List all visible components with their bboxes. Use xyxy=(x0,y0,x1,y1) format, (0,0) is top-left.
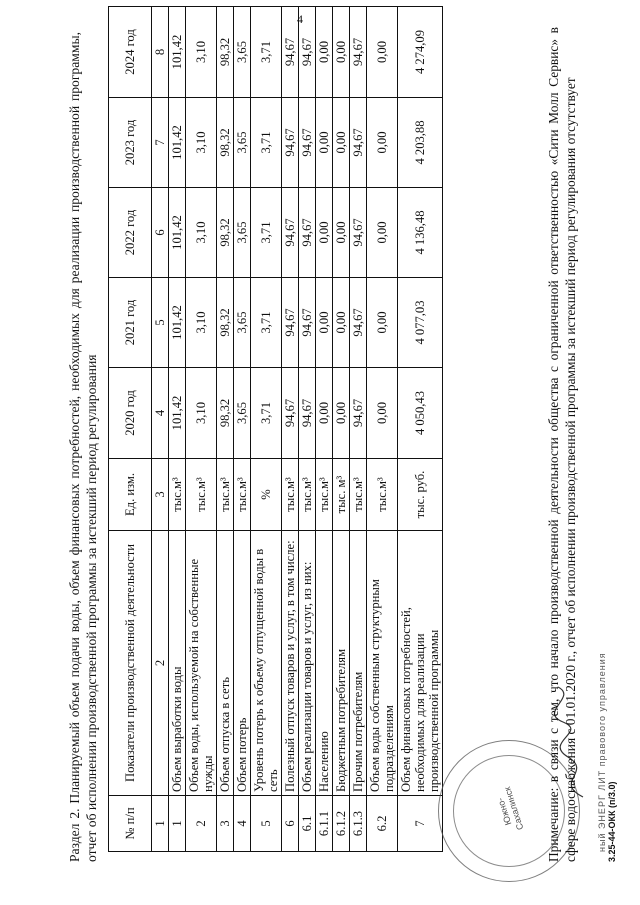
row-number-cell: 6.1.2 xyxy=(333,796,350,852)
value-cell: 0,00 xyxy=(367,98,398,188)
header-cell: 2023 год xyxy=(109,98,152,188)
unit-cell: тыс. м³ xyxy=(333,459,350,531)
indicator-cell: Уровень потерь к объему отпущенной воды в сеть xyxy=(251,531,282,796)
header-cell: 2021 год xyxy=(109,278,152,368)
row-number-cell: 6.2 xyxy=(367,796,398,852)
value-cell: 3,65 xyxy=(234,98,251,188)
value-cell: 98,32 xyxy=(217,278,234,368)
index-cell: 4 xyxy=(152,368,169,459)
value-cell: 0,00 xyxy=(333,98,350,188)
value-cell: 3,10 xyxy=(186,7,217,98)
unit-cell: тыс.м³ xyxy=(350,459,367,531)
table-row xyxy=(169,7,186,852)
value-cell: 0,00 xyxy=(316,278,333,368)
production-table xyxy=(108,7,443,852)
header-cell: Ед. изм. xyxy=(109,459,152,531)
indicator-cell: Объем воды собственным структурным подразделениям xyxy=(367,531,398,796)
indicator-cell: Объем отпуска в сеть xyxy=(217,531,234,796)
rotated-page xyxy=(0,2,640,902)
table-row xyxy=(282,7,299,852)
value-cell: 3,10 xyxy=(186,98,217,188)
value-cell: 0,00 xyxy=(367,7,398,98)
index-cell: 5 xyxy=(152,278,169,368)
table-row xyxy=(217,7,234,852)
value-cell: 0,00 xyxy=(367,188,398,278)
value-cell: 3,10 xyxy=(186,188,217,278)
value-cell: 94,67 xyxy=(282,188,299,278)
value-cell: 0,00 xyxy=(316,7,333,98)
unit-cell: тыс.м³ xyxy=(234,459,251,531)
row-number-cell: 2 xyxy=(186,796,217,852)
index-cell: 1 xyxy=(152,796,169,852)
index-cell: 8 xyxy=(152,7,169,98)
value-cell: 3,65 xyxy=(234,7,251,98)
unit-cell: тыс.м³ xyxy=(299,459,316,531)
indicator-cell: Объем финансовых потребностей, необходимых для реализации производственной программы xyxy=(398,531,443,796)
value-cell: 4 203,88 xyxy=(398,98,443,188)
table-row xyxy=(316,7,333,852)
value-cell: 3,71 xyxy=(251,278,282,368)
indicator-cell: Объем воды, используемой на собственные нужды xyxy=(186,531,217,796)
page-number: 4 xyxy=(297,12,303,26)
value-cell: 4 077,03 xyxy=(398,278,443,368)
section-heading: Раздел 2. Планируемый объем подачи воды, объем финансовых потребностей, необходимых для реализации производственной программы, отчет об исполнении производственной программы за истекший период регулирования xyxy=(67,32,99,862)
value-cell: 0,00 xyxy=(367,278,398,368)
value-cell: 94,67 xyxy=(350,278,367,368)
indicator-cell: Полезный отпуск товаров и услуг, в том числе: xyxy=(282,531,299,796)
value-cell: 94,67 xyxy=(350,368,367,459)
value-cell: 0,00 xyxy=(316,98,333,188)
value-cell: 94,67 xyxy=(282,278,299,368)
value-cell: 0,00 xyxy=(333,7,350,98)
value-cell: 3,65 xyxy=(234,278,251,368)
value-cell: 101,42 xyxy=(169,278,186,368)
value-cell: 94,67 xyxy=(299,368,316,459)
header-cell: 2020 год xyxy=(109,368,152,459)
value-cell: 3,71 xyxy=(251,98,282,188)
value-cell: 94,67 xyxy=(350,188,367,278)
value-cell: 94,67 xyxy=(282,7,299,98)
value-cell: 94,67 xyxy=(350,98,367,188)
value-cell: 101,42 xyxy=(169,98,186,188)
value-cell: 94,67 xyxy=(299,278,316,368)
value-cell: 0,00 xyxy=(316,188,333,278)
document-code: 3.25-44-ОКК (п/3.0) xyxy=(607,781,617,862)
note-text: Примечание: в связи с тем, что начало производственной деятельности общества с ограниченной ответственностью «Сити Молл Сервис» в сфере водоснабжения с 01.01.2020 г., отчет об исполнении производственной программы за истекший период регулирования отсутствует xyxy=(546,27,578,862)
value-cell: 94,67 xyxy=(299,98,316,188)
table-row xyxy=(251,7,282,852)
table-row xyxy=(234,7,251,852)
value-cell: 4 136,48 xyxy=(398,188,443,278)
indicator-cell: Населению xyxy=(316,531,333,796)
value-cell: 94,67 xyxy=(282,98,299,188)
value-cell: 98,32 xyxy=(217,98,234,188)
row-number-cell: 3 xyxy=(217,796,234,852)
value-cell: 94,67 xyxy=(299,7,316,98)
unit-cell: тыс.м³ xyxy=(186,459,217,531)
footer-strip: ный ЭНЕРГ ЛИТ правового управления xyxy=(597,652,607,852)
indicator-cell: Бюджетным потребителям xyxy=(333,531,350,796)
value-cell: 3,10 xyxy=(186,278,217,368)
header-cell: Показатели производственной деятельности xyxy=(109,531,152,796)
value-cell: 94,67 xyxy=(350,7,367,98)
row-number-cell: 7 xyxy=(398,796,443,852)
table-row xyxy=(333,7,350,852)
row-number-cell: 5 xyxy=(251,796,282,852)
value-cell: 3,71 xyxy=(251,368,282,459)
value-cell: 101,42 xyxy=(169,7,186,98)
indicator-cell: Прочим потребителям xyxy=(350,531,367,796)
value-cell: 3,65 xyxy=(234,368,251,459)
value-cell: 94,67 xyxy=(299,188,316,278)
index-cell: 6 xyxy=(152,188,169,278)
table-row xyxy=(367,7,398,852)
header-cell: 2022 год xyxy=(109,188,152,278)
index-cell: 3 xyxy=(152,459,169,531)
indicator-cell: Объем выработки воды xyxy=(169,531,186,796)
value-cell: 3,71 xyxy=(251,7,282,98)
row-number-cell: 4 xyxy=(234,796,251,852)
value-cell: 101,42 xyxy=(169,368,186,459)
value-cell: 4 274,09 xyxy=(398,7,443,98)
index-cell: 2 xyxy=(152,531,169,796)
header-cell: 2024 год xyxy=(109,7,152,98)
table-row xyxy=(398,7,443,852)
row-number-cell: 1 xyxy=(169,796,186,852)
value-cell: 0,00 xyxy=(333,188,350,278)
value-cell: 3,10 xyxy=(186,368,217,459)
indicator-cell: Объем реализации товаров и услуг, из них: xyxy=(299,531,316,796)
header-cell: № п/п xyxy=(109,796,152,852)
unit-cell: тыс.м³ xyxy=(282,459,299,531)
unit-cell: тыс.м³ xyxy=(169,459,186,531)
value-cell: 3,65 xyxy=(234,188,251,278)
unit-cell: тыс.м³ xyxy=(316,459,333,531)
value-cell: 0,00 xyxy=(333,278,350,368)
value-cell: 0,00 xyxy=(367,368,398,459)
unit-cell: тыс.м³ xyxy=(217,459,234,531)
unit-cell: тыс. руб. xyxy=(398,459,443,531)
value-cell: 0,00 xyxy=(333,368,350,459)
row-number-cell: 6 xyxy=(282,796,299,852)
value-cell: 98,32 xyxy=(217,188,234,278)
index-cell: 7 xyxy=(152,98,169,188)
stamp-text: Южно-Сахалинск xyxy=(495,785,526,832)
unit-cell: % xyxy=(251,459,282,531)
table-row xyxy=(186,7,217,852)
value-cell: 3,71 xyxy=(251,188,282,278)
table-row xyxy=(350,7,367,852)
table-row xyxy=(299,7,316,852)
value-cell: 94,67 xyxy=(282,368,299,459)
value-cell: 98,32 xyxy=(217,7,234,98)
table-header-row xyxy=(109,7,152,852)
row-number-cell: 6.1.3 xyxy=(350,796,367,852)
value-cell: 4 050,43 xyxy=(398,368,443,459)
value-cell: 0,00 xyxy=(316,368,333,459)
row-number-cell: 6.1 xyxy=(299,796,316,852)
row-number-cell: 6.1.1 xyxy=(316,796,333,852)
value-cell: 98,32 xyxy=(217,368,234,459)
unit-cell: тыс.м³ xyxy=(367,459,398,531)
column-index-row xyxy=(152,7,169,852)
value-cell: 101,42 xyxy=(169,188,186,278)
indicator-cell: Объем потерь xyxy=(234,531,251,796)
